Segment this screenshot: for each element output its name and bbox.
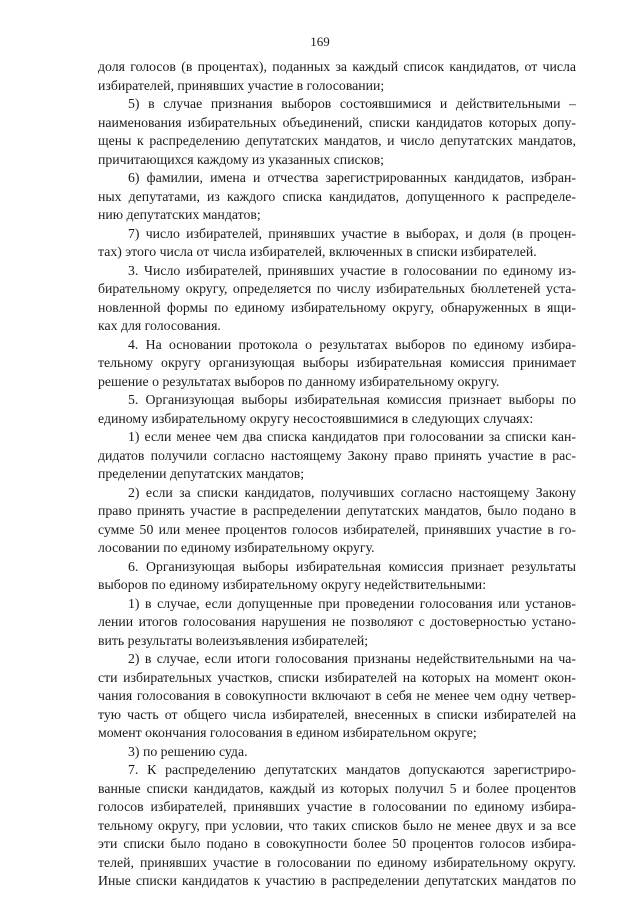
text-line: лосовании по единому избирательному округу. bbox=[98, 540, 375, 555]
paragraph bbox=[98, 595, 576, 651]
text-line: 6) фамилии, имена и отчества зарегистрированных кандидатов, избран- bbox=[128, 170, 576, 185]
text-line: решение о результатах выборов по данному избирательному округу. bbox=[98, 373, 500, 389]
text-line: доля голосов (в процентах), поданных за каждый список кандидатов, от числа bbox=[98, 59, 576, 74]
text-line: чания голосования в совокупности включают в себя не менее чем одну четвер- bbox=[98, 688, 576, 703]
text-line: 5. Организующая выборы избирательная комиссия признает выборы по bbox=[128, 392, 576, 407]
text-line: 2) в случае, если итоги голосования признаны недействительными на ча- bbox=[128, 651, 576, 666]
text-line: сумме 50 или менее процентов голосов избирателей, принявших участие в го- bbox=[98, 521, 576, 537]
text-line: новленной формы по единому избирательному округу, обнаруженных в ящи- bbox=[98, 299, 576, 315]
paragraph bbox=[98, 225, 576, 262]
text-line: тах) этого числа от числа избирателей, включенных в списки избирателей. bbox=[98, 244, 537, 259]
text-line: 5) в случае признания выборов состоявшимися и действительными – bbox=[128, 96, 576, 111]
paragraph bbox=[98, 169, 576, 225]
text-line: 3) по решению суда. bbox=[128, 743, 248, 759]
text-line: причитающихся каждому из указанных списков; bbox=[98, 151, 384, 167]
paragraph bbox=[98, 336, 576, 392]
text-line: эти списки было подано в совокупности более 50 процентов голосов избира- bbox=[98, 836, 576, 851]
text-line: единому избирательному округу несостоявшимися в следующих случаях: bbox=[98, 410, 534, 426]
paragraph bbox=[98, 743, 576, 762]
text-line: телей, принявших участие в голосовании по единому избирательному округу. bbox=[98, 854, 576, 870]
text-line: избирателей, принявших участие в голосовании; bbox=[98, 77, 385, 93]
text-line: ванные списки кандидатов, каждый из которых получил 5 и более процентов bbox=[98, 780, 576, 796]
text-line: выборов по единому избирательному округу недействительными: bbox=[98, 577, 487, 592]
text-line: 7) число избирателей, принявших участие в выборах, и доля (в процен- bbox=[128, 225, 576, 241]
text-line: наименования избирательных объединений, списки кандидатов которых допу- bbox=[98, 114, 576, 130]
text-line: 1) если менее чем два списка кандидатов при голосовании за списки кан- bbox=[128, 429, 576, 444]
paragraph bbox=[98, 558, 576, 595]
text-line: вить результаты волеизъявления избирателей; bbox=[98, 632, 369, 648]
paragraph bbox=[98, 484, 576, 558]
text-line: ках для голосования. bbox=[98, 318, 221, 333]
text-line: лении итогов голосования нарушения не позволяют с достоверностью устано- bbox=[98, 614, 576, 629]
text-line: голосов избирателей, принявших участие в голосовании по единому избира- bbox=[98, 799, 576, 814]
text-line: ных депутатами, из каждого списка кандидатов, допущенного к распределе- bbox=[98, 188, 576, 204]
text-line: 3. Число избирателей, принявших участие в голосовании по единому из- bbox=[128, 262, 576, 278]
text-line: 4. На основании протокола о результатах выборов по единому избира- bbox=[128, 336, 576, 352]
text-line: 1) в случае, если допущенные при проведении голосования или установ- bbox=[128, 595, 576, 611]
document-body bbox=[98, 58, 576, 891]
text-line: тую часть от общего числа избирателей, внесенных в списки избирателей на bbox=[98, 706, 576, 722]
paragraph bbox=[98, 391, 576, 428]
text-line: бирательному округу, определяется по числу избирательных бюллетеней уста- bbox=[98, 281, 576, 296]
text-line: тельному округу, при условии, что таких списков было не менее двух и за все bbox=[98, 817, 576, 833]
paragraph bbox=[98, 761, 576, 891]
text-line: щены к распределению депутатских мандатов, и число депутатских мандатов, bbox=[98, 133, 576, 148]
paragraph bbox=[98, 262, 576, 336]
text-line: Иные списки кандидатов к участию в распределении депутатских мандатов по bbox=[98, 873, 576, 888]
text-line: момент окончания голосования в едином избирательном округе; bbox=[98, 725, 477, 740]
paragraph bbox=[98, 58, 576, 95]
text-line: 6. Организующая выборы избирательная комиссия признает результаты bbox=[128, 558, 576, 574]
text-line: пределении депутатских мандатов; bbox=[98, 466, 305, 481]
text-line: нию депутатских мандатов; bbox=[98, 207, 261, 222]
text-line: сти избирательных участков, списки избирателей на которых на момент окон- bbox=[98, 669, 576, 685]
text-line: дидатов получили согласно настоящему Закону право принять участие в рас- bbox=[98, 447, 576, 463]
page-number: 169 bbox=[310, 34, 330, 49]
text-line: 2) если за списки кандидатов, получивших согласно настоящему Закону bbox=[128, 484, 576, 500]
paragraph bbox=[98, 650, 576, 743]
paragraph bbox=[98, 95, 576, 169]
text-line: право принять участие в распределении депутатских мандатов, было подано в bbox=[98, 503, 576, 518]
paragraph bbox=[98, 428, 576, 484]
text-line: тельному округу организующая выборы избирательная комиссия принимает bbox=[98, 355, 576, 370]
text-line: 7. К распределению депутатских мандатов допускаются зарегистриро- bbox=[128, 762, 576, 777]
